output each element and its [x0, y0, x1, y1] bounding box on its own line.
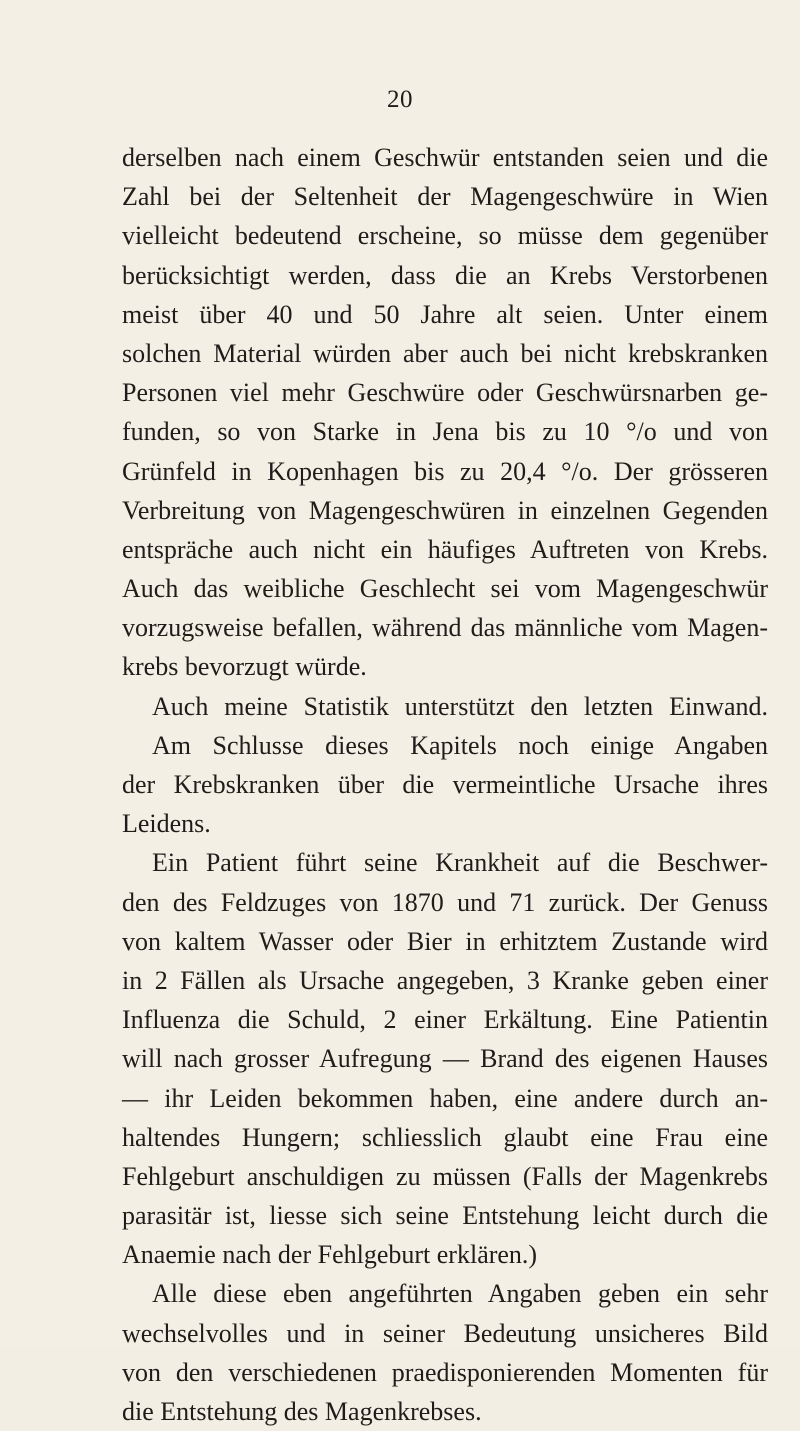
text-line: Grünfeld in Kopenhagen bis zu 20,4 °/o. Der grösseren: [122, 456, 768, 486]
text-line: Ein Patient führt seine Krankheit auf die Beschwer-: [152, 848, 768, 878]
text-line: derselben nach einem Geschwür entstanden seien und die: [122, 143, 768, 172]
text-line: der Krebskranken über die vermeintliche Ursache ihres: [122, 770, 768, 799]
text-line: will nach grosser Aufregung — Brand des eigenen Hauses: [122, 1044, 768, 1074]
text-line: Auch das weibliche Geschlecht sei vom Magengeschwür: [122, 574, 768, 604]
text-line: Fehlgeburt anschuldigen zu müssen (Falls der Magenkrebs: [122, 1161, 768, 1191]
text-line: Alle diese eben angeführten Angaben geben ein sehr: [152, 1279, 768, 1309]
text-line: krebs bevorzugt würde.: [122, 652, 367, 682]
text-line: Leidens.: [122, 809, 211, 839]
text-line: von kaltem Wasser oder Bier in erhitztem Zustande wird: [122, 926, 768, 956]
text-line: Personen viel mehr Geschwüre oder Geschwürsnarben ge-: [122, 378, 768, 408]
text-line: wechselvolles und in seiner Bedeutung unsicheres Bild: [122, 1318, 768, 1348]
text-line: solchen Material würden aber auch bei nicht krebskranken: [122, 338, 768, 368]
page-number: 20: [387, 86, 413, 113]
text-line: Influenza die Schuld, 2 einer Erkältung. Eine Patientin: [122, 1005, 768, 1035]
text-line: die Entstehung des Magenkrebses.: [122, 1397, 482, 1426]
text-line: meist über 40 und 50 Jahre alt seien. Unter einem: [122, 299, 768, 329]
text-line: — ihr Leiden bekommen haben, eine andere durch an-: [122, 1083, 768, 1113]
text-line: entspräche auch nicht ein häufiges Auftreten von Krebs.: [122, 534, 768, 564]
text-line: vielleicht bedeutend erscheine, so müsse dem gegenüber: [122, 221, 768, 251]
text-line: Anaemie nach der Fehlgeburt erklären.): [122, 1240, 538, 1270]
text-line: berücksichtigt werden, dass die an Krebs Verstorbenen: [122, 260, 768, 290]
text-line: haltendes Hungern; schliesslich glaubt eine Frau eine: [122, 1122, 768, 1152]
text-line: funden, so von Starke in Jena bis zu 10 °/o und von: [122, 417, 768, 447]
text-line: in 2 Fällen als Ursache angegeben, 3 Kranke geben einer: [122, 965, 768, 995]
text-line: Verbreitung von Magengeschwüren in einzelnen Gegenden: [122, 495, 768, 525]
text-line: den des Feldzuges von 1870 und 71 zurück. Der Genuss: [122, 887, 768, 917]
text-line: Auch meine Statistik unterstützt den letzten Einwand.: [152, 691, 768, 721]
text-line: Am Schlusse dieses Kapitels noch einige Angaben: [152, 730, 768, 760]
body-text: [122, 138, 768, 1431]
text-line: Zahl bei der Seltenheit der Magengeschwüre in Wien: [122, 182, 768, 212]
text-line: parasitär ist, liesse sich seine Entstehung leicht durch die: [122, 1201, 768, 1231]
text-line: vorzugsweise befallen, während das männliche vom Magen-: [122, 613, 768, 643]
text-line: von den verschiedenen praedisponierenden Momenten für: [122, 1357, 768, 1387]
